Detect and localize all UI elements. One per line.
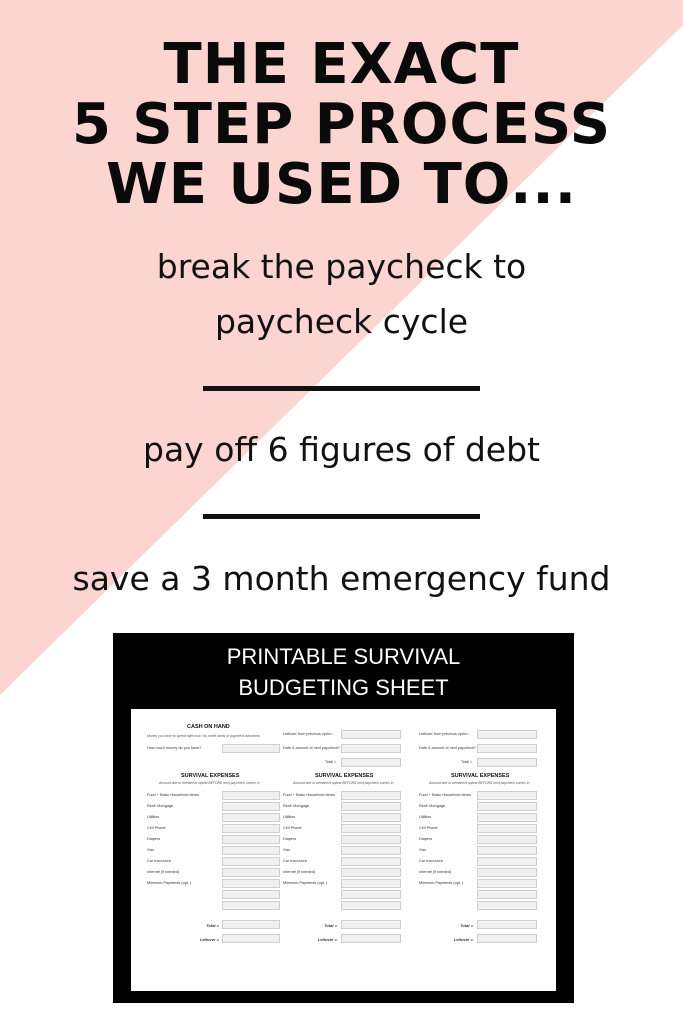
- expense-amount-box: [477, 890, 537, 899]
- expense-amount-box: [477, 857, 537, 866]
- total-label-3: Total =: [460, 923, 473, 928]
- expense-label: Gas: [147, 848, 154, 852]
- item-emergency-fund: save a 3 month emergency fund: [72, 559, 611, 598]
- total-box-3: [477, 920, 537, 929]
- divider-2: [203, 514, 480, 519]
- expense-amount-box: [477, 824, 537, 833]
- expense-label: Rent/ Mortgage: [283, 804, 310, 808]
- expense-amount-box: [341, 846, 401, 855]
- total-eq-box-3: [477, 758, 537, 767]
- expense-label: Cell Phone: [419, 826, 438, 830]
- expense-label: Gas: [283, 848, 290, 852]
- expense-amount-box: [341, 868, 401, 877]
- next-paycheck-box-3: [477, 744, 537, 753]
- expense-label: Food + Basic Household Items: [147, 793, 199, 797]
- divider-1: [203, 386, 480, 391]
- leftover-box-3: [477, 934, 537, 943]
- expense-label: Utilities: [147, 815, 160, 819]
- leftover-label-2: Leftover =: [317, 937, 337, 942]
- expense-amount-box: [341, 879, 401, 888]
- expense-amount-box: [222, 868, 280, 877]
- expense-amount-box: [341, 791, 401, 800]
- expense-label: Diapers: [283, 837, 297, 841]
- expense-amount-box: [341, 890, 401, 899]
- survival-heading-3: SURVIVAL EXPENSES: [451, 773, 510, 779]
- survival-note-2: Amount due or needed to spend BEFORE next paycheck comes in: [293, 781, 394, 785]
- item-break-cycle-line-2: paycheck cycle: [214, 302, 469, 341]
- expense-label: Food + Basic Household Items: [283, 793, 335, 797]
- expense-label: Food + Basic Household Items: [419, 793, 471, 797]
- expense-amount-box: [222, 802, 280, 811]
- expense-amount-box: [477, 813, 537, 822]
- expense-label: Cell Phone: [283, 826, 302, 830]
- expense-amount-box: [477, 879, 537, 888]
- leftover-label-3: Leftover =: [453, 937, 473, 942]
- expense-label: Diapers: [419, 837, 433, 841]
- sheet-title-line-1: PRINTABLE SURVIVAL: [226, 644, 461, 669]
- sheet-title: [113, 641, 574, 703]
- total-box-2: [341, 920, 401, 929]
- sheet-paper: [131, 709, 556, 991]
- expense-label: Rent/ Mortgage: [419, 804, 446, 808]
- sheet-column-3: [417, 709, 553, 991]
- survival-heading-2: SURVIVAL EXPENSES: [315, 773, 374, 779]
- expense-amount-box: [222, 901, 280, 910]
- next-paycheck-box-2: [341, 744, 401, 753]
- expense-label: Rent/ Mortgage: [147, 804, 174, 808]
- total-eq-box-2: [341, 758, 401, 767]
- cash-on-hand-heading: CASH ON HAND: [187, 724, 230, 730]
- total-label-1: Total =: [206, 923, 219, 928]
- expense-label: Minimum Payments (opt. ): [283, 881, 328, 885]
- total-box-1: [222, 920, 280, 929]
- expense-amount-box: [341, 835, 401, 844]
- expense-label: Car Insurance: [283, 859, 307, 863]
- headline-line-3: WE USED TO...: [106, 152, 577, 217]
- expense-amount-box: [222, 846, 280, 855]
- sheet-title-line-2: BUDGETING SHEET: [238, 675, 449, 700]
- expense-label: Minimum Payments (opt. ): [419, 881, 464, 885]
- leftover-label-1: Leftover =: [199, 937, 219, 942]
- sheet-column-1: [145, 709, 281, 991]
- expense-amount-box: [222, 857, 280, 866]
- leftover-previous-2: Leftover from previous cycle=: [283, 732, 333, 736]
- expense-amount-box: [477, 868, 537, 877]
- item-break-cycle-line-1: break the paycheck to: [156, 247, 527, 286]
- next-paycheck-3: Date & amount of next paycheck?: [419, 746, 476, 750]
- expense-amount-box: [222, 890, 280, 899]
- expense-amount-box: [477, 802, 537, 811]
- expense-label: Car Insurance: [147, 859, 171, 863]
- expense-amount-box: [222, 835, 280, 844]
- expense-amount-box: [222, 879, 280, 888]
- expense-label: Internet (if needed): [147, 870, 180, 874]
- total-eq-3: Total =: [461, 760, 473, 764]
- expense-amount-box: [477, 901, 537, 910]
- expense-amount-box: [222, 813, 280, 822]
- expense-amount-box: [222, 791, 280, 800]
- expense-label: Diapers: [147, 837, 161, 841]
- expense-label: Utilities: [283, 815, 296, 819]
- expense-label: Cell Phone: [147, 826, 166, 830]
- expense-amount-box: [341, 824, 401, 833]
- expense-amount-box: [222, 824, 280, 833]
- leftover-previous-box-3: [477, 730, 537, 739]
- survival-heading-1: SURVIVAL EXPENSES: [181, 773, 240, 779]
- expense-amount-box: [341, 802, 401, 811]
- expense-label: Internet (if needed): [419, 870, 452, 874]
- survival-note-3: Amount due or needed to spend BEFORE next paycheck comes in: [429, 781, 530, 785]
- survival-note-1: Amount due or needed to spend BEFORE next paycheck comes in: [159, 781, 260, 785]
- expense-label: Minimum Payments (opt. ): [147, 881, 192, 885]
- cash-on-hand-note: Money you have to spend right now: No credit cards or paycheck advances: [147, 734, 260, 738]
- expense-label: Internet (if needed): [283, 870, 316, 874]
- expense-amount-box: [477, 791, 537, 800]
- expense-amount-box: [477, 835, 537, 844]
- expense-amount-box: [477, 846, 537, 855]
- budgeting-sheet-preview: [113, 633, 574, 1003]
- expense-label: Utilities: [419, 815, 432, 819]
- next-paycheck-2: Date & amount of next paycheck?: [283, 746, 340, 750]
- total-eq-2: Total =: [325, 760, 337, 764]
- leftover-box-1: [222, 934, 280, 943]
- leftover-previous-3: Leftover from previous cycle=: [419, 732, 469, 736]
- headline-line-1: THE EXACT: [163, 32, 520, 97]
- expense-label: Car Insurance: [419, 859, 443, 863]
- expense-amount-box: [341, 901, 401, 910]
- leftover-previous-box-2: [341, 730, 401, 739]
- leftover-box-2: [341, 934, 401, 943]
- expense-label: Gas: [419, 848, 426, 852]
- cash-on-hand-question: How much money do you have?: [147, 746, 202, 750]
- expense-amount-box: [341, 857, 401, 866]
- headline-line-2: 5 STEP PROCESS: [71, 92, 612, 157]
- cash-on-hand-box: [222, 744, 280, 753]
- sheet-column-2: [281, 709, 417, 991]
- expense-amount-box: [341, 813, 401, 822]
- item-pay-off-debt: pay off 6 figures of debt: [143, 430, 540, 469]
- total-label-2: Total =: [324, 923, 337, 928]
